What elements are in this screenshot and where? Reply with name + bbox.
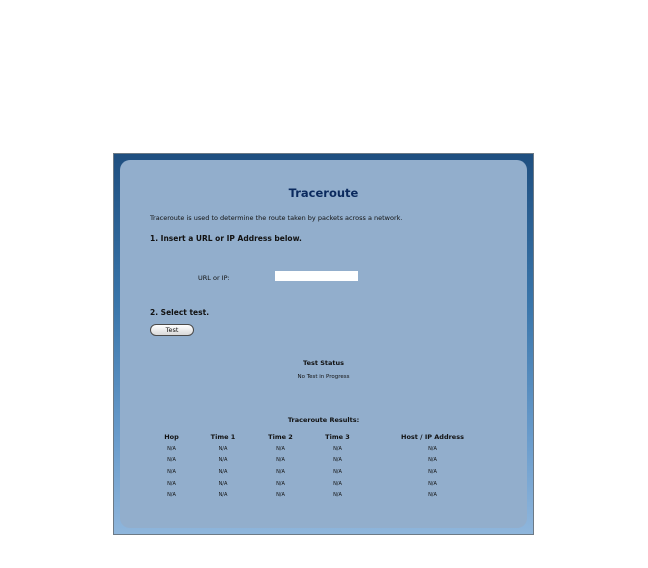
table-row	[149, 466, 499, 478]
url-input[interactable]	[275, 271, 358, 281]
step1-heading: 1. Insert a URL or IP Address below.	[150, 234, 302, 243]
test-button[interactable]: Test	[150, 324, 194, 336]
page-title: Traceroute	[288, 186, 359, 200]
cell-time-2: N/A	[276, 445, 285, 452]
traceroute-frame	[113, 153, 534, 535]
cell-time-1: N/A	[218, 492, 228, 499]
cell-time-1: N/A	[218, 457, 228, 464]
cell-time-1: N/A	[218, 480, 228, 487]
cell-time-3: N/A	[333, 480, 342, 487]
column-header-time-2: Time 2	[268, 432, 293, 441]
intro-text: Traceroute is used to determine the route taken by packets across a network.	[150, 214, 403, 222]
cell-host-ip: N/A	[428, 457, 437, 464]
results-table	[149, 430, 499, 501]
cell-host-ip: N/A	[428, 445, 437, 452]
test-status-value: No Test in Progress	[297, 374, 350, 380]
column-header-time-3: Time 3	[325, 432, 350, 441]
results-header-row	[149, 430, 499, 443]
cell-host-ip: N/A	[428, 492, 437, 499]
cell-hop: N/A	[167, 457, 176, 464]
cell-hop: N/A	[167, 480, 176, 487]
column-header-time-1: Time 1	[210, 432, 236, 441]
cell-time-3: N/A	[333, 457, 342, 464]
table-row	[149, 443, 499, 455]
cell-time-2: N/A	[276, 480, 285, 487]
results-heading: Traceroute Results:	[287, 416, 360, 424]
cell-time-1: N/A	[218, 468, 228, 475]
cell-hop: N/A	[167, 468, 176, 475]
table-row	[149, 478, 499, 490]
table-row	[149, 455, 499, 467]
cell-hop: N/A	[167, 445, 176, 452]
cell-time-3: N/A	[333, 445, 342, 452]
cell-hop: N/A	[167, 492, 176, 499]
test-status-heading: Test Status	[303, 359, 344, 367]
traceroute-panel	[120, 160, 527, 528]
cell-time-2: N/A	[276, 457, 285, 464]
cell-time-3: N/A	[333, 468, 342, 475]
cell-time-3: N/A	[333, 492, 342, 499]
column-header-hop: Hop	[164, 432, 179, 441]
cell-time-2: N/A	[276, 492, 285, 499]
cell-time-1: N/A	[218, 445, 228, 452]
cell-host-ip: N/A	[428, 480, 437, 487]
table-row	[149, 489, 499, 501]
column-header-host-ip: Host / IP Address	[401, 432, 464, 441]
cell-time-2: N/A	[276, 468, 285, 475]
cell-host-ip: N/A	[428, 468, 437, 475]
url-label: URL or IP:	[198, 274, 230, 282]
step2-heading: 2. Select test.	[150, 308, 210, 317]
